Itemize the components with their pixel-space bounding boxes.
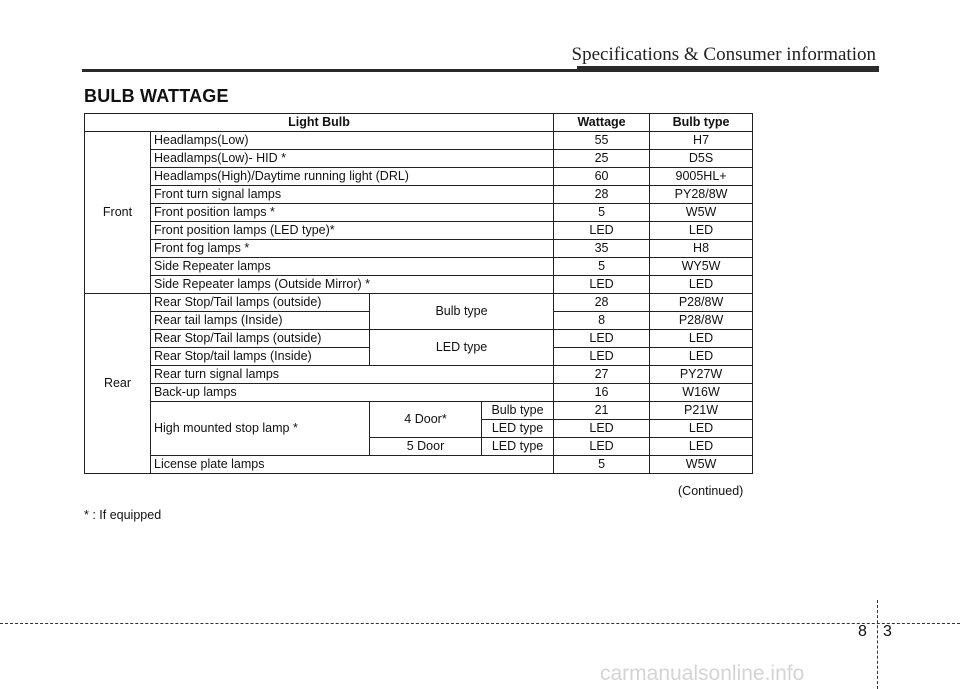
bulb-name: Rear turn signal lamps <box>151 366 554 384</box>
section-title: BULB WATTAGE <box>84 86 229 106</box>
table-row <box>85 402 753 420</box>
bulb-type-cell: WY5W <box>650 258 753 276</box>
bulb-type-cell: W5W <box>650 456 753 474</box>
bulb-type-cell: PY27W <box>650 366 753 384</box>
bulb-name: Rear tail lamps (Inside) <box>151 312 370 330</box>
wattage-cell: 60 <box>554 168 650 186</box>
table-row <box>85 276 753 294</box>
table-row <box>85 258 753 276</box>
header-bar <box>577 66 879 72</box>
wattage-cell: 28 <box>554 186 650 204</box>
footer-dashed-rule <box>0 623 960 624</box>
footnote: * : If equipped <box>84 508 162 522</box>
bulb-name: Headlamps(Low) <box>151 132 554 150</box>
bulb-name: Headlamps(Low)- HID * <box>151 150 554 168</box>
sub-type-cell: Bulb type <box>482 402 554 420</box>
page-number: 3 <box>883 623 892 640</box>
header-title: Specifications & Consumer information <box>571 44 876 65</box>
col-header-bulb-type: Bulb type <box>650 114 753 132</box>
door-variant-5-door: 5 Door <box>370 438 482 456</box>
bulb-name: Front position lamps (LED type)* <box>151 222 554 240</box>
bulb-type-cell: W16W <box>650 384 753 402</box>
bulb-name: Side Repeater lamps (Outside Mirror) * <box>151 276 554 294</box>
wattage-cell: 28 <box>554 294 650 312</box>
bulb-type-cell: PY28/8W <box>650 186 753 204</box>
wattage-cell: 55 <box>554 132 650 150</box>
bulb-name: Front position lamps * <box>151 204 554 222</box>
table-row <box>85 240 753 258</box>
led-type-group-label: LED type <box>370 330 554 366</box>
sub-type-cell: LED type <box>482 420 554 438</box>
wattage-cell: 5 <box>554 258 650 276</box>
table-header-row <box>85 114 753 132</box>
bulb-type-cell: P21W <box>650 402 753 420</box>
wattage-cell: LED <box>554 222 650 240</box>
table-row <box>85 456 753 474</box>
bulb-wattage-table <box>84 113 753 474</box>
table-row <box>85 168 753 186</box>
table-row <box>85 330 753 348</box>
table-row <box>85 150 753 168</box>
wattage-cell: 5 <box>554 456 650 474</box>
bulb-type-cell: LED <box>650 348 753 366</box>
bulb-name: Side Repeater lamps <box>151 258 554 276</box>
table-row <box>85 366 753 384</box>
page-chapter: 8 <box>858 623 867 640</box>
continued-note: (Continued) <box>678 484 744 498</box>
footer-vertical-dashed-rule <box>877 600 878 689</box>
bulb-name: License plate lamps <box>151 456 554 474</box>
table-row <box>85 222 753 240</box>
wattage-cell: 21 <box>554 402 650 420</box>
table-row <box>85 384 753 402</box>
bulb-type-cell: P28/8W <box>650 294 753 312</box>
bulb-type-cell: LED <box>650 222 753 240</box>
sub-type-cell: LED type <box>482 438 554 456</box>
bulb-type-cell: H8 <box>650 240 753 258</box>
bulb-name: Rear Stop/Tail lamps (outside) <box>151 294 370 312</box>
wattage-cell: 35 <box>554 240 650 258</box>
bulb-type-cell: 9005HL+ <box>650 168 753 186</box>
wattage-cell: 25 <box>554 150 650 168</box>
bulb-type-group-label: Bulb type <box>370 294 554 330</box>
watermark: carmanualsonline.info <box>600 662 805 685</box>
wattage-cell: LED <box>554 276 650 294</box>
bulb-type-cell: H7 <box>650 132 753 150</box>
bulb-name: Front turn signal lamps <box>151 186 554 204</box>
bulb-name: Headlamps(High)/Daytime running light (DRL) <box>151 168 554 186</box>
wattage-cell: LED <box>554 420 650 438</box>
bulb-name: Rear Stop/Tail lamps (outside) <box>151 330 370 348</box>
bulb-name: Front fog lamps * <box>151 240 554 258</box>
col-header-light-bulb: Light Bulb <box>85 114 554 132</box>
col-header-wattage: Wattage <box>554 114 650 132</box>
wattage-cell: 27 <box>554 366 650 384</box>
wattage-cell: LED <box>554 438 650 456</box>
wattage-cell: LED <box>554 348 650 366</box>
bulb-name: Back-up lamps <box>151 384 554 402</box>
table-row <box>85 186 753 204</box>
wattage-cell: 8 <box>554 312 650 330</box>
door-variant-4-door: 4 Door* <box>370 402 482 438</box>
table-row <box>85 132 753 150</box>
wattage-cell: 16 <box>554 384 650 402</box>
group-label-front: Front <box>85 132 151 294</box>
wattage-cell: 5 <box>554 204 650 222</box>
bulb-type-cell: LED <box>650 420 753 438</box>
wattage-cell: LED <box>554 330 650 348</box>
bulb-type-cell: D5S <box>650 150 753 168</box>
bulb-type-cell: W5W <box>650 204 753 222</box>
bulb-type-cell: LED <box>650 276 753 294</box>
bulb-name: Rear Stop/tail lamps (Inside) <box>151 348 370 366</box>
table-row <box>85 294 753 312</box>
bulb-type-cell: LED <box>650 330 753 348</box>
group-label-rear: Rear <box>85 294 151 474</box>
bulb-type-cell: P28/8W <box>650 312 753 330</box>
bulb-name: High mounted stop lamp * <box>151 402 370 456</box>
bulb-type-cell: LED <box>650 438 753 456</box>
table-row <box>85 204 753 222</box>
